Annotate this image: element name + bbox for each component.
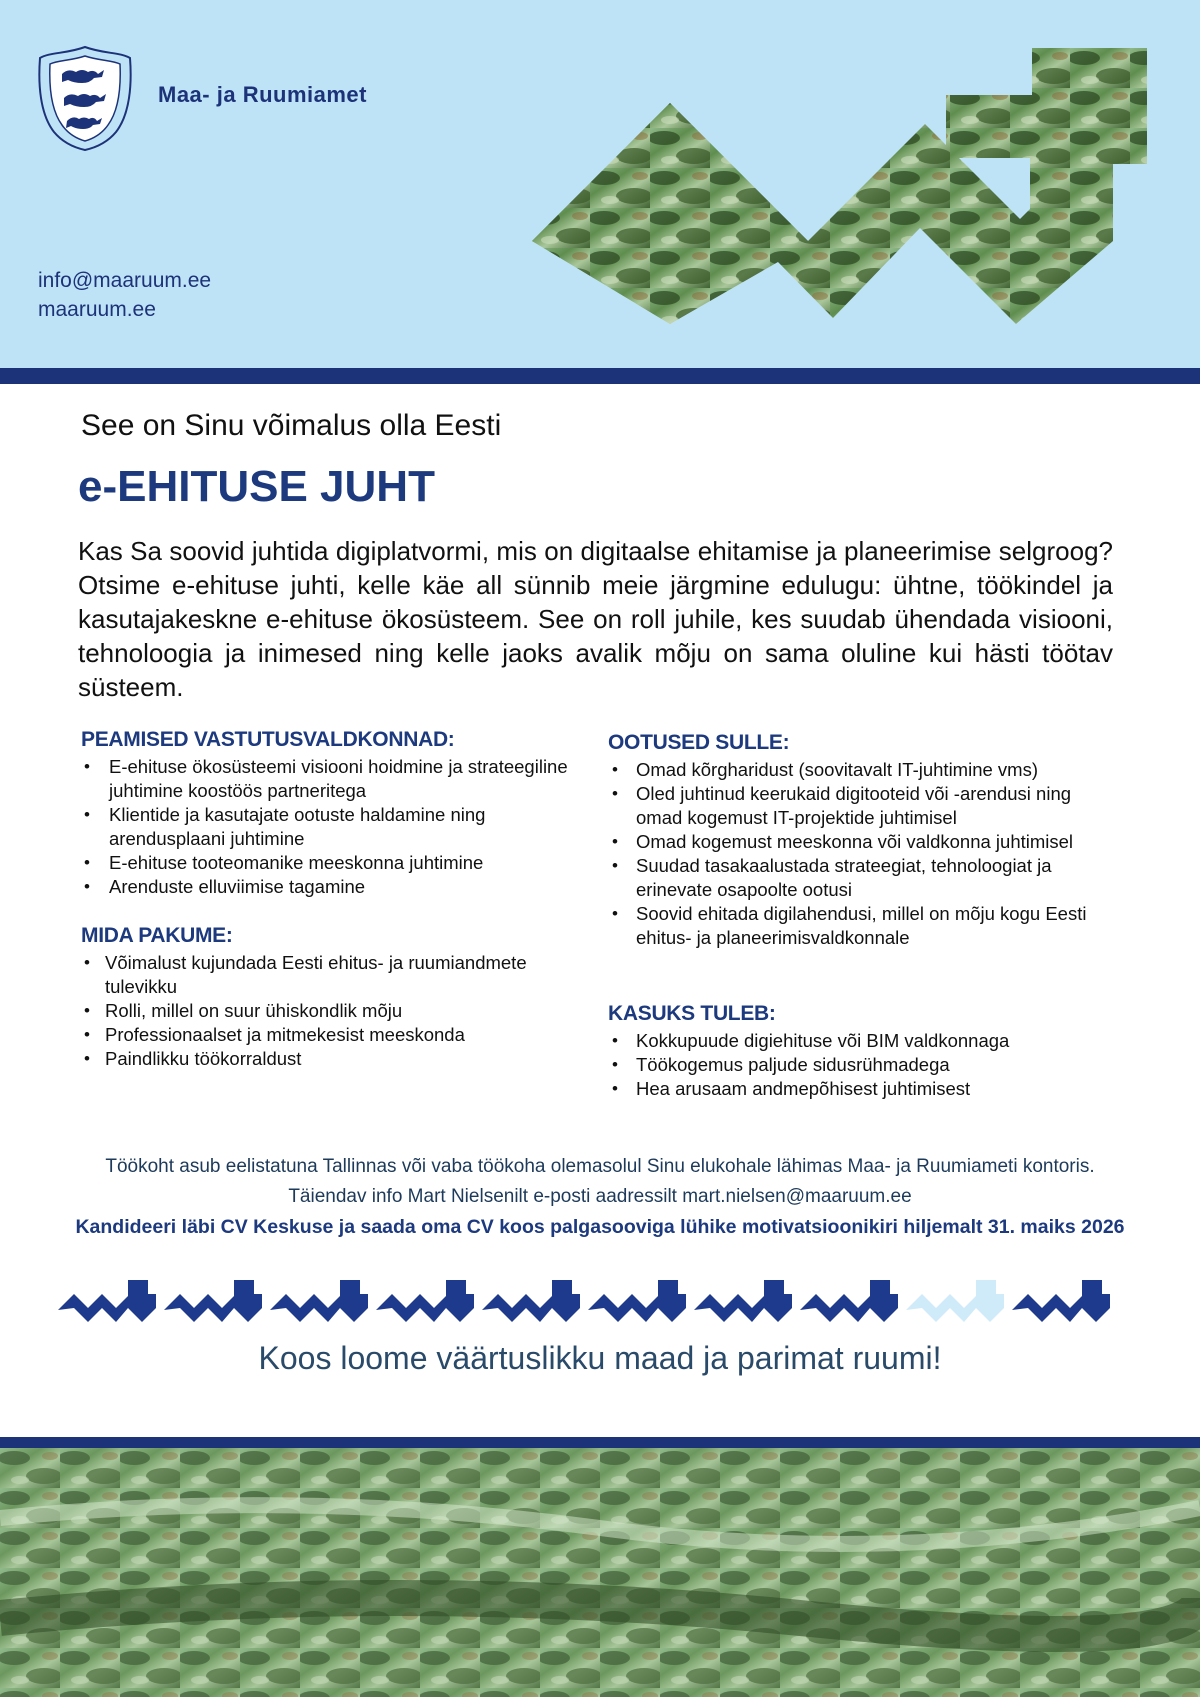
list-item: • Rolli, millel on suur ühiskondlik mõju <box>81 999 601 1023</box>
list-item: • Omad kõrgharidust (soovitavalt IT-juhtimine vms) <box>608 758 1108 782</box>
landscape-footer-image <box>0 1448 1200 1697</box>
list-item: • Võimalust kujundada Eesti ehitus- ja ruumiandmete tulevikku <box>81 951 601 999</box>
location-note: Töökoht asub eelistatuna Tallinnas või vaba töökoha olemasolul Sinu elukohale lähimas Maa- ja Ruumiameti kontoris. <box>105 1156 1095 1177</box>
lead-paragraph: Kas Sa soovid juhtida digiplatvormi, mis on digitaalse ehitamise ja planeerimise selgroog? Otsime e-ehituse juhti, kelle käe all sünnib meie järgmine edulugu: ühtne, töökindel ja kasutajakeskne e-ehituse ökosüsteem. See on roll juhile, kes suudab ühendada visiooni, tehnoloogia ja inimesed ning kelle jaoks avalik mõju on sama oluline kui hästi töötav süsteem. <box>78 536 1113 702</box>
slogan: Koos loome väärtuslikku maad ja parimat ruumi! <box>258 1340 942 1376</box>
coat-of-arms-icon <box>36 44 134 152</box>
intro-line: See on Sinu võimalus olla Eesti <box>81 409 502 442</box>
list-item: • Omad kogemust meeskonna või valdkonna juhtimisel <box>608 830 1108 854</box>
list-item: • Töökogemus paljude sidusrühmadega <box>608 1053 1108 1077</box>
contact-website[interactable]: maaruum.ee <box>38 298 156 321</box>
header-divider <box>0 368 1200 384</box>
pattern-motif <box>270 1280 368 1322</box>
footer-divider <box>0 1437 1200 1448</box>
pattern-motif <box>906 1280 1004 1322</box>
pattern-motif <box>694 1280 792 1322</box>
brand-pattern-strip <box>58 1278 1128 1326</box>
list-item: • Suudad tasakaalustada strateegiat, tehnoloogiat ja erinevate osapoolte ootusi <box>608 854 1108 902</box>
contact-info-note: Täiendav info Mart Nielsenilt e-posti aadressilt mart.nielsen@maaruum.ee <box>288 1186 912 1207</box>
list-item: • Arenduste elluviimise tagamine <box>81 875 601 899</box>
list-item: • Paindlikku töökorraldust <box>81 1047 601 1071</box>
pattern-motif <box>800 1280 898 1322</box>
agency-name: Maa- ja Ruumiamet <box>158 82 367 107</box>
advantage-heading: KASUKS TULEB: <box>608 1002 776 1025</box>
offer-heading: MIDA PAKUME: <box>81 924 233 947</box>
list-item: • E-ehituse ökosüsteemi visiooni hoidmine ja strateegiline juhtimine koostöös partneritega <box>81 755 601 803</box>
pattern-motif <box>482 1280 580 1322</box>
offer-list <box>81 951 601 1071</box>
list-item: • Soovid ehitada digilahendusi, millel on mõju kogu Eesti ehitus- ja planeerimisvaldkonnale <box>608 902 1108 950</box>
application-instructions: Kandideeri läbi CV Keskuse ja saada oma CV koos palgasooviga lühike motivatsioonikiri hiljemalt 31. maiks 2026 <box>75 1216 1125 1238</box>
landscape-hero-image <box>530 48 1150 328</box>
list-item: • Oled juhtinud keerukaid digitooteid või -arendusi ning omad kogemust IT-projektide juhtimisel <box>608 782 1108 830</box>
responsibilities-section <box>81 728 601 899</box>
list-item: • Professionaalset ja mitmekesist meeskonda <box>81 1023 601 1047</box>
pattern-motif <box>588 1280 686 1322</box>
responsibilities-heading: PEAMISED VASTUTUSVALDKONNAD: <box>81 728 455 751</box>
list-item: • E-ehituse tooteomanike meeskonna juhtimine <box>81 851 601 875</box>
contact-email[interactable]: info@maaruum.ee <box>38 269 212 292</box>
advantage-list <box>608 1029 1108 1101</box>
expectations-list <box>608 758 1108 950</box>
pattern-motif <box>1012 1280 1110 1322</box>
advantage-section <box>608 1002 1108 1101</box>
offer-section <box>81 924 601 1071</box>
pattern-motif <box>376 1280 474 1322</box>
responsibilities-list <box>81 755 601 899</box>
pattern-motif <box>164 1280 262 1322</box>
list-item: • Klientide ja kasutajate ootuste haldamine ning arendusplaani juhtimine <box>81 803 601 851</box>
expectations-heading: OOTUSED SULLE: <box>608 731 790 754</box>
job-title: e-EHITUSE JUHT <box>78 462 435 511</box>
expectations-section <box>608 731 1108 950</box>
list-item: • Kokkupuude digiehituse või BIM valdkonnaga <box>608 1029 1108 1053</box>
pattern-motif <box>58 1280 156 1322</box>
list-item: • Hea arusaam andmepõhisest juhtimisest <box>608 1077 1108 1101</box>
